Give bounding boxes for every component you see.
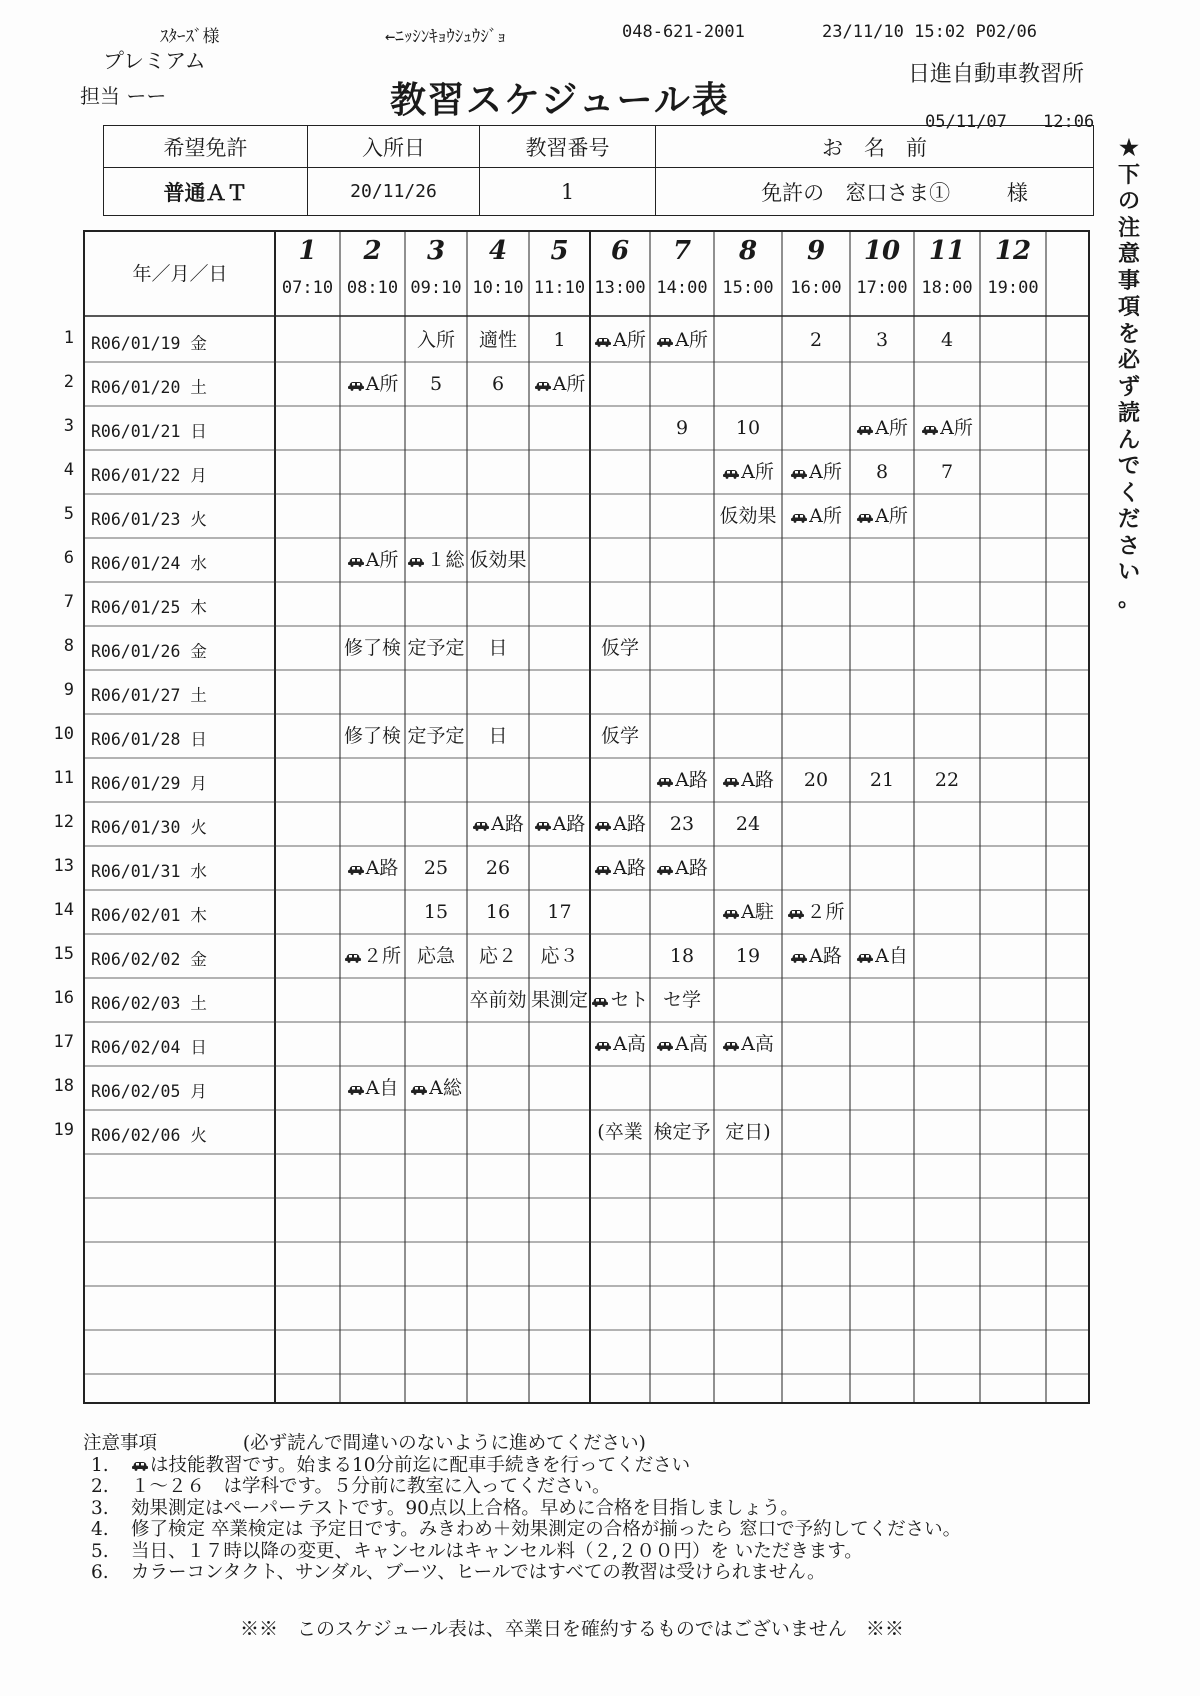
car-icon <box>591 996 609 1007</box>
period-number: 10 <box>863 236 901 266</box>
row-date: R06/02/05 月 <box>91 1082 207 1101</box>
schedule-cell: 応３ <box>540 945 579 967</box>
fax-stamp: 23/11/10 15:02 P02/06 <box>822 22 1037 42</box>
row-date: R06/01/28 日 <box>91 730 207 749</box>
schedule-cell: A路 <box>590 846 650 890</box>
row-date: R06/01/25 木 <box>91 598 207 617</box>
schedule-cell: 5 <box>429 373 443 395</box>
schedule-cell: 20 <box>803 769 829 791</box>
period-time: 15:00 <box>722 278 774 298</box>
date-column-header: 年／月／日 <box>132 263 228 285</box>
side-note-char: 。 <box>1117 585 1140 612</box>
entry-date-label: 入所日 <box>308 126 480 168</box>
side-note-char: 項 <box>1117 294 1140 320</box>
side-note-char: ★ <box>1119 135 1139 161</box>
number-label: 教習番号 <box>480 126 656 168</box>
period-number: 3 <box>426 236 446 266</box>
entry-date-value: 20/11/26 <box>308 168 480 216</box>
note-number: 2. <box>91 1476 109 1497</box>
period-number: 5 <box>550 236 569 266</box>
student-info-table <box>103 125 1094 216</box>
note-text: 効果測定はペーパーテストです。90点以上合格。早めに合格を目指しましょう。 <box>131 1497 799 1519</box>
schedule-cell: 修了検 <box>343 725 401 747</box>
note-item <box>83 1455 961 1477</box>
car-icon <box>131 1460 149 1471</box>
side-note-char: ず <box>1117 373 1140 400</box>
row-date: R06/01/20 土 <box>91 378 207 397</box>
car-icon <box>656 776 674 787</box>
schedule-cell: 4 <box>940 329 954 351</box>
car-icon <box>722 1040 740 1051</box>
schedule-cell: A高 <box>714 1022 782 1066</box>
period-number: 8 <box>738 236 758 266</box>
schedule-cell: A総 <box>405 1066 467 1110</box>
plan-label: プレミアム <box>103 49 206 73</box>
car-icon <box>856 512 874 523</box>
car-icon <box>410 1084 428 1095</box>
row-date: R06/01/22 月 <box>91 466 207 485</box>
row-date: R06/02/04 日 <box>91 1038 207 1057</box>
period-time: 11:10 <box>533 278 586 298</box>
schedule-cell: １総 <box>405 538 467 582</box>
period-number: 11 <box>928 236 966 266</box>
schedule-grid <box>83 230 1090 1404</box>
schedule-cell: 22 <box>934 769 960 791</box>
side-note-char: 読 <box>1117 400 1140 426</box>
row-number: 10 <box>53 724 74 744</box>
schedule-cell: 17 <box>547 901 572 923</box>
period-time: 09:10 <box>410 278 462 298</box>
row-number: 12 <box>53 812 74 832</box>
row-date: R06/01/29 月 <box>91 774 207 793</box>
row-number: 5 <box>63 504 74 524</box>
row-number: 4 <box>63 460 74 480</box>
side-note-char: だ <box>1117 506 1140 532</box>
schedule-cell: A所 <box>782 494 850 538</box>
period-number: 2 <box>363 236 382 266</box>
car-icon <box>472 820 490 831</box>
schedule-cell: 卒前効 <box>469 989 527 1011</box>
notes-title: 注意事項 <box>83 1433 158 1454</box>
footer-disclaimer: ※※ このスケジュール表は、卒業日を確約するものではございません ※※ <box>240 1618 904 1640</box>
schedule-cell: A路 <box>467 802 529 846</box>
schedule-cell: 適性 <box>478 329 517 351</box>
schedule-cell: A路 <box>650 758 714 802</box>
row-number: 9 <box>63 680 74 700</box>
side-note-char: 必 <box>1117 347 1140 373</box>
schedule-cell: 25 <box>423 857 449 879</box>
note-item <box>83 1519 961 1541</box>
period-time: 19:00 <box>987 278 1039 298</box>
note-item <box>83 1498 961 1520</box>
car-icon <box>594 864 612 875</box>
row-date: R06/01/26 金 <box>91 642 207 661</box>
school-name: 日進自動車教習所 <box>908 62 1085 87</box>
car-icon <box>656 864 674 875</box>
car-icon <box>534 380 552 391</box>
note-text: 修了検定 卒業検定は 予定日です。みきわめ＋効果測定の合格が揃ったら 窓口で予約してください。 <box>131 1519 962 1540</box>
schedule-cell: 仮効果 <box>469 549 527 571</box>
period-time: 17:00 <box>856 278 908 298</box>
car-icon <box>347 556 365 567</box>
side-note-char: 意 <box>1117 241 1140 267</box>
schedule-cell: A高 <box>590 1022 650 1066</box>
row-date: R06/01/30 火 <box>91 818 207 837</box>
period-time: 16:00 <box>790 278 842 298</box>
row-number: 14 <box>53 900 74 920</box>
schedule-cell: A路 <box>340 846 405 890</box>
schedule-cell: A路 <box>529 802 590 846</box>
schedule-cell: 2 <box>809 329 823 351</box>
schedule-cell: 定予定 <box>407 725 465 747</box>
row-number: 1 <box>63 328 74 348</box>
row-number: 18 <box>53 1076 74 1096</box>
side-note-char: の <box>1117 188 1140 214</box>
car-icon <box>594 336 612 347</box>
row-date: R06/02/02 金 <box>91 950 207 969</box>
schedule-cell: A所 <box>590 318 650 362</box>
schedule-cell: 16 <box>485 901 511 923</box>
side-note-char: さ <box>1117 532 1140 559</box>
side-note <box>1115 135 1143 612</box>
car-icon <box>534 820 552 831</box>
note-item <box>83 1562 961 1584</box>
side-note-char: い <box>1117 559 1140 585</box>
schedule-cell: 入所 <box>416 329 455 351</box>
row-number: 3 <box>63 416 74 436</box>
car-icon <box>347 380 365 391</box>
row-number: 15 <box>53 944 74 964</box>
schedule-cell: A所 <box>914 406 980 450</box>
row-date: R06/01/19 金 <box>91 334 207 353</box>
note-number: 3. <box>91 1497 109 1519</box>
row-number: 7 <box>63 592 74 612</box>
fax-phone: 048-621-2001 <box>622 22 745 42</box>
schedule-cell: A自 <box>340 1066 405 1110</box>
period-time: 13:00 <box>594 278 646 298</box>
row-date: R06/01/24 水 <box>91 554 207 573</box>
note-number: 6. <box>91 1562 109 1583</box>
car-icon <box>787 908 805 919</box>
schedule-cell: 26 <box>485 857 511 879</box>
car-icon <box>722 468 740 479</box>
schedule-cell: 応２ <box>478 945 517 967</box>
note-number: 1. <box>91 1454 109 1476</box>
schedule-cell: A所 <box>782 450 850 494</box>
side-note-char: ん <box>1117 426 1140 453</box>
schedule-cell: 21 <box>869 769 895 791</box>
student-name: 免許の 窓口さま① <box>761 180 951 205</box>
print-date: 05/11/07 <box>925 112 1007 132</box>
row-number: 17 <box>53 1032 74 1052</box>
schedule-cell: セト <box>590 978 650 1022</box>
row-date: R06/02/03 土 <box>91 994 207 1013</box>
schedule-cell: ２所 <box>340 934 405 978</box>
side-note-char: く <box>1117 479 1140 506</box>
schedule-cell: A所 <box>850 406 914 450</box>
row-number: 19 <box>53 1120 74 1140</box>
schedule-cell: A所 <box>529 362 590 406</box>
period-number: 12 <box>994 236 1032 266</box>
notes-list <box>83 1455 961 1584</box>
car-icon <box>722 908 740 919</box>
notes-subtitle: (必ず読んで間違いのないように進めてください) <box>242 1433 646 1454</box>
car-icon <box>656 1040 674 1051</box>
schedule-cell: (卒業 <box>597 1121 643 1143</box>
note-text: １～２６ は学科です。５分前に教室に入ってください。 <box>131 1476 611 1497</box>
car-icon <box>344 952 362 963</box>
period-number: 6 <box>610 236 630 266</box>
schedule-cell: 10 <box>735 417 761 439</box>
period-number: 7 <box>672 236 692 266</box>
schedule-cell: 仮学 <box>600 725 639 747</box>
row-date: R06/01/21 日 <box>91 422 207 441</box>
staff-label: 担当 ーー <box>80 84 167 108</box>
schedule-cell: 果測定 <box>530 989 588 1011</box>
period-number: 4 <box>488 236 508 266</box>
schedule-cell: 15 <box>423 901 449 923</box>
car-icon <box>790 468 808 479</box>
notes-section <box>83 1433 961 1584</box>
schedule-cell: A路 <box>714 758 782 802</box>
row-number: 16 <box>53 988 74 1008</box>
schedule-cell: A路 <box>650 846 714 890</box>
fax-recipient: ｽﾀｰｽﾞ様 <box>160 27 220 47</box>
period-time: 18:00 <box>921 278 973 298</box>
side-note-char: を <box>1117 320 1140 347</box>
car-icon <box>856 424 874 435</box>
row-date: R06/01/23 火 <box>91 510 207 529</box>
schedule-cell: A自 <box>850 934 914 978</box>
note-text: 当日、１７時以降の変更、キャンセルはキャンセル料（２,２００円）を いただきます。 <box>131 1540 863 1562</box>
row-date: R06/02/01 木 <box>91 906 207 925</box>
print-time: 12:06 <box>1043 112 1095 132</box>
period-number: 9 <box>806 236 826 266</box>
name-label: お 名 前 <box>656 126 1094 168</box>
schedule-cell: A所 <box>714 450 782 494</box>
car-icon <box>594 820 612 831</box>
schedule-cell: ２所 <box>782 890 850 934</box>
side-note-char: 事 <box>1117 267 1140 294</box>
side-note-char: で <box>1117 453 1140 479</box>
license-label: 希望免許 <box>104 126 308 168</box>
row-number: 2 <box>63 372 74 392</box>
schedule-cell: 修了検 <box>343 637 401 659</box>
car-icon <box>347 1084 365 1095</box>
name-cell <box>656 168 1094 216</box>
row-number: 8 <box>63 636 74 656</box>
car-icon <box>722 776 740 787</box>
schedule-cell: 23 <box>669 813 695 835</box>
car-icon <box>407 556 425 567</box>
schedule-cell: 6 <box>491 373 505 395</box>
schedule-cell: 仮効果 <box>719 505 777 527</box>
number-value: 1 <box>480 168 656 216</box>
note-number: 5. <box>91 1540 109 1562</box>
schedule-cell: A所 <box>340 538 405 582</box>
note-item <box>83 1476 961 1498</box>
schedule-cell: 定予定 <box>407 637 465 659</box>
schedule-cell: 19 <box>735 945 761 967</box>
schedule-cell: 検定予 <box>653 1121 711 1143</box>
row-date: R06/01/27 土 <box>91 686 207 705</box>
side-note-char: 下 <box>1117 161 1140 188</box>
note-text: は技能教習です。始まる10分前迄に配車手続きを行ってください <box>131 1455 690 1477</box>
schedule-cell: 日 <box>488 725 508 747</box>
schedule-cell: A駐 <box>714 890 782 934</box>
car-icon <box>921 424 939 435</box>
row-number: 11 <box>53 768 74 788</box>
schedule-cell: A所 <box>340 362 405 406</box>
schedule-cell: 定日) <box>725 1121 771 1143</box>
side-note-char: 注 <box>1117 214 1140 241</box>
period-time: 10:10 <box>472 278 524 298</box>
license-value: 普通ＡＴ <box>104 168 308 216</box>
car-icon <box>856 952 874 963</box>
car-icon <box>790 952 808 963</box>
period-time: 07:10 <box>281 278 334 298</box>
note-item <box>83 1541 961 1563</box>
schedule-cell: 1 <box>553 329 566 351</box>
schedule-cell: 7 <box>940 461 954 483</box>
schedule-cell: 18 <box>669 945 695 967</box>
note-number: 4. <box>91 1519 109 1540</box>
schedule-cell: A高 <box>650 1022 714 1066</box>
honorific: 様 <box>1006 180 1028 205</box>
car-icon <box>594 1040 612 1051</box>
schedule-cell: 8 <box>875 461 889 483</box>
period-time: 08:10 <box>346 278 399 298</box>
note-text: カラーコンタクト、サンダル、ブーツ、ヒールではすべての教習は受けられません。 <box>131 1562 826 1583</box>
schedule-cell: A所 <box>650 318 714 362</box>
schedule-cell: セ学 <box>662 989 701 1011</box>
schedule-cell: 日 <box>488 637 508 659</box>
schedule-cell: A所 <box>850 494 914 538</box>
car-icon <box>656 336 674 347</box>
page-title: 教習スケジュール表 <box>390 79 730 121</box>
period-number: 1 <box>298 236 317 266</box>
car-icon <box>790 512 808 523</box>
fax-sender: ←ﾆｯｼﾝｷｮｳｼｭｳｼﾞｮ <box>385 27 506 47</box>
schedule-cell: 24 <box>735 813 761 835</box>
row-date: R06/02/06 火 <box>91 1126 207 1145</box>
schedule-cell: A路 <box>782 934 850 978</box>
row-number: 6 <box>63 548 74 568</box>
row-number: 13 <box>53 856 74 876</box>
schedule-cell: 3 <box>875 329 889 351</box>
schedule-cell: 仮学 <box>600 637 639 659</box>
schedule-cell: A路 <box>590 802 650 846</box>
schedule-cell: 9 <box>675 417 689 439</box>
car-icon <box>347 864 365 875</box>
schedule-cell: 応急 <box>416 945 455 967</box>
row-date: R06/01/31 水 <box>91 862 207 881</box>
period-time: 14:00 <box>656 278 708 298</box>
